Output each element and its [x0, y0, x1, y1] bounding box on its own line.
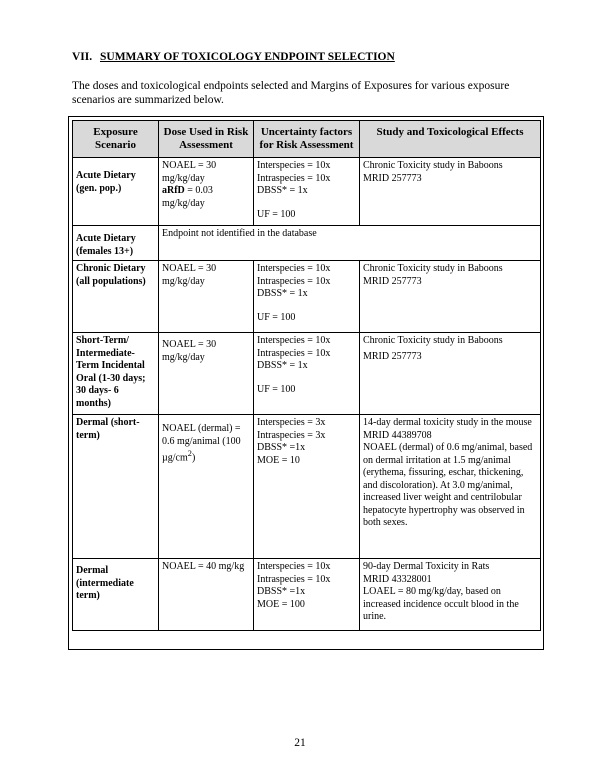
dose-superscript: 2 [187, 449, 192, 458]
study-cell [360, 415, 541, 559]
uf-line: Intraspecies = 10x [257, 172, 331, 184]
page-number: 21 [294, 737, 306, 749]
uf-line: Interspecies = 10x [257, 335, 331, 346]
uf-line: DBSS* = 1x [257, 185, 308, 196]
scenario-cell [73, 158, 159, 226]
uf-line: Interspecies = 3x [257, 417, 326, 428]
header-dose: Dose Used in Risk Assessment [159, 121, 254, 158]
section-heading [72, 51, 395, 63]
dose-line: NOAEL (dermal) = 0.6 mg/animal (100 µg/cm [162, 423, 241, 464]
scenario-label: Acute Dietary (females 13+) [76, 233, 136, 257]
uf-total: UF = 100 [257, 208, 296, 220]
table-header-row [73, 121, 541, 158]
dose-cell [159, 415, 254, 559]
table-row [73, 261, 541, 333]
uf-total: UF = 100 [257, 311, 296, 323]
uf-line: Intraspecies = 10x [257, 573, 331, 585]
scenario-label: Dermal (short-term) [76, 417, 140, 441]
uf-moe: MOE = 100 [257, 598, 305, 610]
uf-cell [254, 158, 360, 226]
uf-gap [257, 198, 356, 209]
study-line: MRID 257773 [363, 172, 422, 184]
scenario-cell [73, 261, 159, 333]
study-line: LOAEL = 80 mg/kg/day, based on increased incidence occult blood in the urine. [363, 586, 519, 622]
uf-cell [254, 333, 360, 415]
header-uncertainty-factors: Uncertainty factors for Risk Assessment [254, 121, 360, 158]
header-exposure-scenario: Exposure Scenario [73, 121, 159, 158]
intro-paragraph: The doses and toxicological endpoints selected and Margins of Exposures for various exposure scenarios are summarized below. [72, 80, 510, 106]
table-row [73, 158, 541, 226]
scenario-cell [73, 226, 159, 261]
toxicology-endpoint-table [72, 120, 541, 631]
scenario-cell [73, 333, 159, 415]
uf-line: DBSS* = 1x [257, 288, 308, 299]
scenario-label: Short-Term/ Intermediate-Term Incidental Oral (1-30 days; 30 days- 6 months) [76, 335, 146, 409]
study-line: MRID 257773 [363, 350, 422, 362]
dose-cell [159, 158, 254, 226]
arfd-label: aRfD [162, 185, 185, 196]
study-line: Chronic Toxicity study in Baboons [363, 160, 503, 171]
dose-cell [159, 261, 254, 333]
uf-line: Intraspecies = 3x [257, 429, 326, 441]
scenario-cell [73, 559, 159, 631]
uf-line: Interspecies = 10x [257, 561, 331, 572]
uf-line: Intraspecies = 10x [257, 275, 331, 287]
uf-line: Interspecies = 10x [257, 160, 331, 171]
dose-cell [159, 559, 254, 631]
uf-line: DBSS* = 1x [257, 360, 308, 371]
uf-gap [257, 301, 356, 312]
endpoint-note: Endpoint not identified in the database [162, 228, 317, 239]
dose-line: NOAEL = 40 mg/kg [162, 561, 245, 572]
study-cell [360, 559, 541, 631]
dose-line [162, 185, 250, 210]
uf-line: Interspecies = 10x [257, 263, 331, 274]
scenario-label: Dermal (intermediate term) [76, 565, 134, 601]
dose-line: NOAEL = 30 mg/kg/day [162, 160, 217, 184]
dose-cell [159, 333, 254, 415]
uf-line: DBSS* =1x [257, 586, 306, 597]
merged-endpoint-cell [159, 226, 541, 261]
dose-line: NOAEL = 30 mg/kg/day [162, 339, 217, 363]
section-title: SUMMARY OF TOXICOLOGY ENDPOINT SELECTION [100, 51, 395, 63]
study-line: MRID 43328001 [363, 573, 432, 585]
study-cell [360, 333, 541, 415]
scenario-label: Chronic Dietary (all populations) [76, 263, 146, 287]
study-line: 14-day dermal toxicity study in the mouse MRID 44389708 [363, 417, 532, 441]
study-line: Chronic Toxicity study in Baboons [363, 335, 503, 346]
study-cell [360, 261, 541, 333]
table-row [73, 333, 541, 415]
study-line: Chronic Toxicity study in Baboons [363, 263, 503, 274]
table-row [73, 226, 541, 261]
uf-line: Intraspecies = 10x [257, 347, 331, 359]
dose-line-end: ) [191, 452, 196, 464]
dose-line: NOAEL = 30 mg/kg/day [162, 263, 217, 287]
header-study-effects: Study and Toxicological Effects [360, 121, 541, 158]
study-line: 90-day Dermal Toxicity in Rats [363, 561, 490, 572]
study-line: MRID 257773 [363, 275, 422, 287]
study-line: NOAEL (dermal) of 0.6 mg/animal, based on dermal irritation at 1.5 mg/animal (erythema, fissuring, eschar, thickening, and discoloration). At 3.0 mg/animal, increased liver weight and centrilobular hepatocyte hypertrophy was observed in both sexes. [363, 442, 533, 528]
uf-moe: MOE = 10 [257, 454, 300, 466]
uf-cell [254, 559, 360, 631]
scenario-cell [73, 415, 159, 559]
uf-cell [254, 415, 360, 559]
scenario-label: Acute Dietary (gen. pop.) [76, 170, 136, 194]
uf-cell [254, 261, 360, 333]
section-number: VII. [72, 51, 93, 63]
table-row [73, 559, 541, 631]
uf-gap [257, 373, 356, 384]
arfd-value: = 0.03 mg/kg/day [162, 185, 213, 209]
uf-line: DBSS* =1x [257, 442, 306, 453]
uf-total: UF = 100 [257, 383, 296, 395]
study-cell [360, 158, 541, 226]
table-row [73, 415, 541, 559]
